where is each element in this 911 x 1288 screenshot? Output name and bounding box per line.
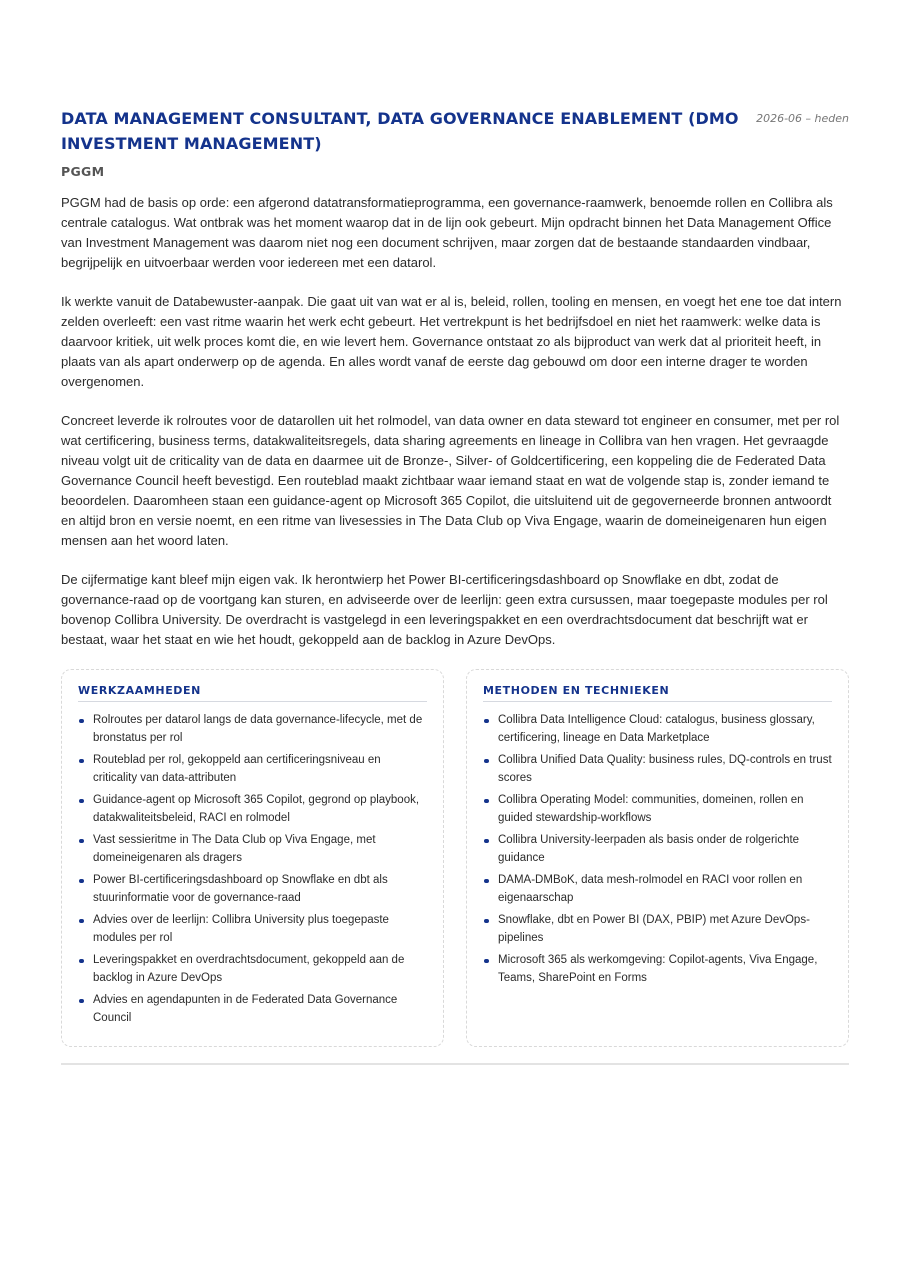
job-header bbox=[61, 106, 849, 156]
description-paragraph-4: De cijfermatige kant bleef mijn eigen vak. Ik herontwierp het Power BI-certificeringsdashboard op Snowflake en dbt, zodat de governance-raad op de voortgang kan sturen, en adviseerde over de leerlijn: geen extra cursussen, maar toegepaste modules per rol bovenop Collibra University. De overdracht is vastgelegd in een leveringspakket en een overdrachtsdocument dat beschrijft wat er bestaat, waar het staat en wie het houdt, gekoppeld aan de backlog in Azure DevOps. bbox=[61, 572, 828, 647]
methoden-heading: METHODEN EN TECHNIEKEN bbox=[483, 684, 832, 702]
list-item: Collibra Data Intelligence Cloud: catalogus, business glossary, certificering, lineage en Data Marketplace bbox=[483, 712, 832, 747]
methoden-list bbox=[483, 712, 832, 987]
list-item: Collibra Operating Model: communities, domeinen, rollen en guided stewardship-workflows bbox=[483, 792, 832, 827]
list-item: Power BI-certificeringsdashboard op Snowflake en dbt als stuurinformatie voor de governance-raad bbox=[78, 872, 427, 907]
werkzaamheden-heading: WERKZAAMHEDEN bbox=[78, 684, 427, 702]
cv-experience-section bbox=[61, 106, 849, 1047]
list-item: Collibra Unified Data Quality: business rules, DQ-controls en trust scores bbox=[483, 752, 832, 787]
description-paragraph-2: Ik werkte vanuit de Databewuster-aanpak. Die gaat uit van wat er al is, beleid, rollen, tooling en mensen, en voegt het ene toe dat intern zelden overleeft: een vast ritme waarin het werk echt gebeurt. Het vertrekpunt is het bedrijfsdoel en niet het raamwerk: welke data is daarvoor kritiek, uit welk proces komt die, en wie levert hem. Governance ontstaat zo als bijproduct van werk dat al prioriteit heeft, in plaats van als apart onderwerp op de agenda. En alles wordt vanaf de eerste dag gebouwd om door een interne drager te worden overgenomen. bbox=[61, 294, 842, 389]
employer-name: PGGM bbox=[61, 164, 105, 179]
list-item: Leveringspakket en overdrachtsdocument, gekoppeld aan de backlog in Azure DevOps bbox=[78, 952, 427, 987]
list-item: Collibra University-leerpaden als basis onder de rolgerichte guidance bbox=[483, 832, 832, 867]
list-item: Vast sessieritme in The Data Club op Viva Engage, met domeineigenaren als dragers bbox=[78, 832, 427, 867]
werkzaamheden-list bbox=[78, 712, 427, 1027]
job-period: 2026-06 – heden bbox=[756, 112, 849, 125]
werkzaamheden-card bbox=[61, 669, 444, 1047]
list-item: Routeblad per rol, gekoppeld aan certificeringsniveau en criticality van data-attributen bbox=[78, 752, 427, 787]
methoden-card bbox=[466, 669, 849, 1047]
section-divider bbox=[61, 1063, 849, 1065]
job-title: DATA MANAGEMENT CONSULTANT, DATA GOVERNANCE ENABLEMENT (DMO INVESTMENT MANAGEMENT) bbox=[61, 109, 739, 153]
job-description bbox=[61, 193, 849, 650]
list-item: Advies over de leerlijn: Collibra University plus toegepaste modules per rol bbox=[78, 912, 427, 947]
list-item: Snowflake, dbt en Power BI (DAX, PBIP) met Azure DevOps-pipelines bbox=[483, 912, 832, 947]
description-paragraph-3: Concreet leverde ik rolroutes voor de datarollen uit het rolmodel, van data owner en data steward tot engineer en consumer, met per rol wat certificering, business terms, datakwaliteitsregels, data sharing agreements en lineage in Collibra van hen vragen. Het gevraagde niveau volgt uit de criticality van de data en daarmee uit de Bronze-, Silver- of Goldcertificering, een koppeling die de Federated Data Governance Council heeft bevestigd. Een routeblad maakt zichtbaar waar iemand staat en wat de volgende stap is, zonder iemand te beoordelen. Daaromheen staan een guidance-agent op Microsoft 365 Copilot, die uitsluitend uit de gegoverneerde bronnen antwoordt en altijd bron en versie noemt, en een ritme van livesessies in The Data Club op Viva Engage, waarin de domeineigenaren hun eigen mensen aan het woord laten. bbox=[61, 413, 840, 548]
description-paragraph-1: PGGM had de basis op orde: een afgerond datatransformatieprogramma, een governance-raamwerk, benoemde rollen en Collibra als centrale catalogus. Wat ontbrak was het moment waarop dat in de lijn ook gebeurt. Mijn opdracht binnen het Data Management Office van Investment Management was daarom niet nog een document schrijven, maar zorgen dat de bestaande standaarden vindbaar, begrijpelijk en uitvoerbaar werden voor iedereen met een datarol. bbox=[61, 195, 833, 270]
list-item: Microsoft 365 als werkomgeving: Copilot-agents, Viva Engage, Teams, SharePoint en Forms bbox=[483, 952, 832, 987]
list-item: Rolroutes per datarol langs de data governance-lifecycle, met de bronstatus per rol bbox=[78, 712, 427, 747]
list-item: Advies en agendapunten in de Federated Data Governance Council bbox=[78, 992, 427, 1027]
list-item: DAMA-DMBoK, data mesh-rolmodel en RACI voor rollen en eigenaarschap bbox=[483, 872, 832, 907]
detail-cards bbox=[61, 669, 849, 1047]
list-item: Guidance-agent op Microsoft 365 Copilot, gegrond op playbook, datakwaliteitsbeleid, RACI en rolmodel bbox=[78, 792, 427, 827]
